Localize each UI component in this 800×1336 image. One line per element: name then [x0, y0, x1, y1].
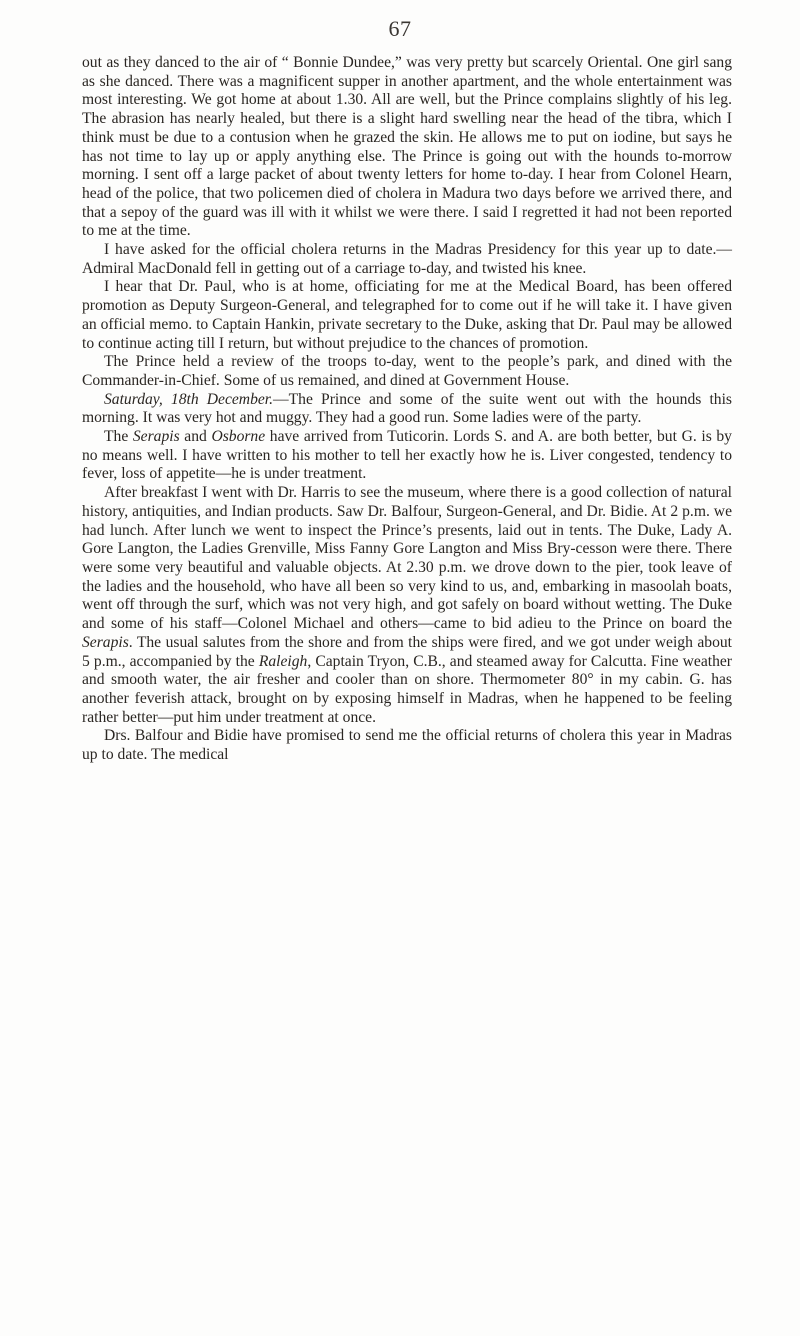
text-run: I hear that Dr. Paul, who is at home, officiating for me at the Medical Board, has been offered promotion as Deputy Surgeon-General, and telegraphed for to come out if he will take it. I have given an official memo. to Captain Hankin, private secretary to the Duke, asking that Dr. Paul may be allowed to continue acting till I return, but without prejudice to the chances of promotion. [82, 278, 732, 352]
text-run: Drs. Balfour and Bidie have promised to send me the official returns of cholera this year in Madras up to date. The medical [82, 727, 732, 764]
paragraph [82, 727, 732, 764]
italic-text-run: Osborne [211, 428, 266, 446]
italic-text-run: Saturday, 18th December. [104, 390, 274, 408]
italic-text-run: Serapis [82, 633, 129, 651]
paragraph [82, 391, 732, 428]
text-run: I have asked for the official cholera returns in the Madras Presidency for this year up to date.—Admiral MacDonald fell in getting out of a carriage to-day, and twisted his knee. [82, 241, 732, 277]
paragraph [82, 428, 732, 484]
page-number: 67 [388, 16, 412, 41]
text-run: The [104, 428, 133, 446]
text-run: The Prince held a review of the troops to-day, went to the people’s park, and dined with the Commander-in-Chief. Some of us remained, and dined at Government House. [82, 353, 732, 389]
italic-text-run: Serapis [132, 428, 180, 446]
paragraph [82, 241, 732, 278]
text-run: , Captain Tryon, C.B., and steamed away for Calcutta. Fine weather and smooth water, the air fresher and cooler than on shore. Thermometer 80° in my cabin. G. has another feverish attack, brought on by exposing himself in Madras, when he happened to be feeling rather better—put him under treatment at once. [82, 652, 732, 726]
text-run: —The Prince and some of the suite went out with the hounds this morning. It was very hot and muggy. They had a good run. Some ladies were of the party. [82, 390, 732, 427]
paragraph [82, 54, 732, 241]
body-text [82, 54, 732, 765]
paragraph [82, 484, 732, 727]
paragraph [82, 278, 732, 353]
text-run: After breakfast I went with Dr. Harris to see the museum, where there is a good collection of natural history, antiquities, and Indian products. Saw Dr. Balfour, Surgeon-General, and Dr. Bidie. At 2 p.m. we had lunch. After lunch we went to inspect the Prince’s presents, laid out in tents. The Duke, Lady A. Gore Langton, the Ladies Grenville, Miss Fanny Gore Langton and Miss Bry-cesson were there. There were some very beautiful and valuable objects. At 2.30 p.m. we drove down to the pier, took leave of the ladies and the household, who have all been so very kind to us, and, embarking in masoolah boats, went off through the surf, which was not very high, and got safely on board without wetting. The Duke and some of his staff—Colonel Michael and others—came to bid adieu to the Prince on board the [82, 484, 732, 633]
text-run: out as they danced to the air of “ Bonnie Dundee,” was very pretty but scarcely Oriental. One girl sang as she danced. There was a magnificent supper in another apartment, and the whole entertainment was most interesting. We got home at about 1.30. All are well, but the Prince complains slightly of his leg. The abrasion has nearly healed, but there is a slight hard swelling near the head of the tibra, which I think must be due to a contusion when he grazed the skin. He allows me to put on iodine, but says he has not time to lay up or apply anything else. The Prince is going out with the hounds to-morrow morning. I sent off a large packet of about twenty letters for home to-day. I hear from Colonel Hearn, head of the police, that two policemen died of cholera in Madura two days before we arrived there, and that a sepoy of the guard was ill with it whilst we were there. I said I regretted it had not been reported to me at the time. [82, 54, 732, 240]
paragraph [82, 353, 732, 390]
text-run: . The usual salutes from the shore and from the ships were fired, and we got under weigh about 5 p.m., accompanied by the [82, 633, 732, 670]
text-run: and [179, 428, 212, 446]
italic-text-run: Raleigh [258, 652, 308, 670]
text-run: have arrived from Tuticorin. Lords S. and A. are both better, but G. is by no means well. I have written to his mother to tell her exactly how he is. Liver congested, tendency to fever, loss of appetite—he is under treatment. [82, 428, 732, 483]
